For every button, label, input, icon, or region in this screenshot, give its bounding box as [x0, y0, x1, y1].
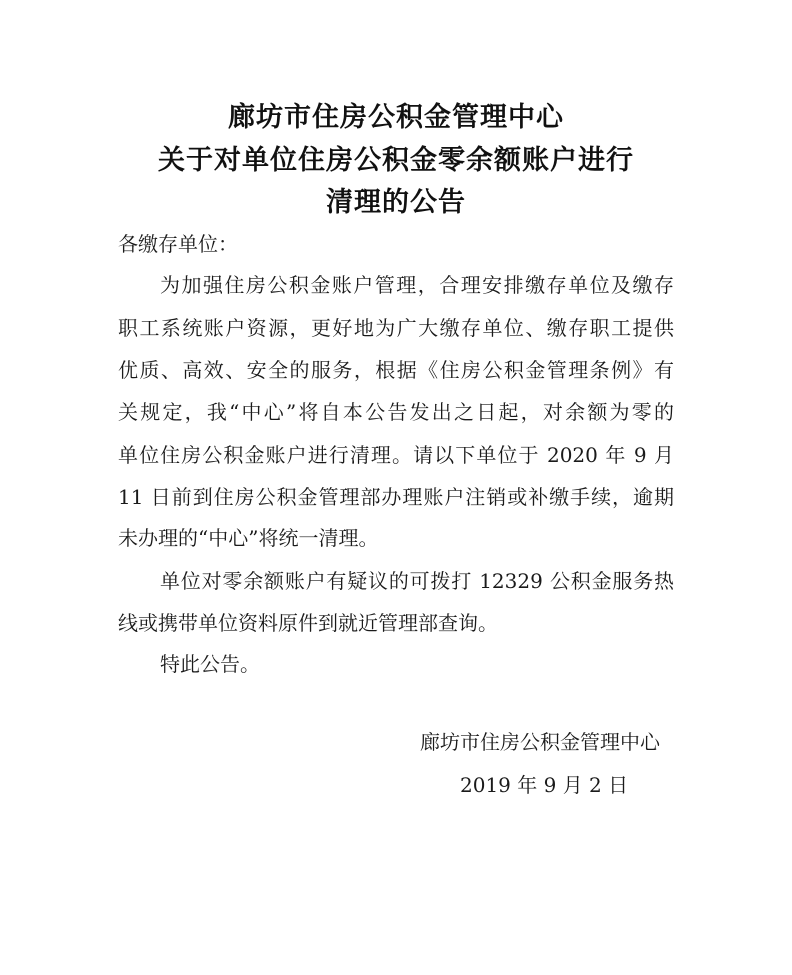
signature-org: 廊坊市住房公积金管理中心 — [420, 730, 660, 754]
title-line-2: 关于对单位住房公积金零余额账户进行 — [158, 145, 634, 176]
signature-date: 2019 年 9 月 2 日 — [460, 773, 629, 797]
title-line-1: 廊坊市住房公积金管理中心 — [228, 102, 564, 133]
paragraph-line: 关规定，我“中心”将自本公告发出之日起，对余额为零的 — [118, 400, 674, 424]
salutation: 各缴存单位： — [118, 232, 238, 256]
paragraph-line: 职工系统账户资源，更好地为广大缴存单位、缴存职工提供 — [118, 316, 674, 340]
paragraph-line: 为加强住房公积金账户管理，合理安排缴存单位及缴存 — [160, 273, 674, 297]
paragraph-line: 11 日前到住房公积金管理部办理账户注销或补缴手续，逾期 — [118, 485, 674, 509]
title-line-3: 清理的公告 — [326, 187, 466, 218]
paragraph-line: 优质、高效、安全的服务，根据《住房公积金管理条例》有 — [118, 358, 674, 382]
closing-text: 特此公告。 — [160, 652, 260, 676]
paragraph-line: 单位对零余额账户有疑议的可拨打 12329 公积金服务热 — [160, 569, 674, 593]
paragraph-line: 线或携带单位资料原件到就近管理部查询。 — [118, 611, 498, 635]
paragraph-line: 单位住房公积金账户进行清理。请以下单位于 2020 年 9 月 — [118, 443, 674, 467]
paragraph-line: 未办理的“中心”将统一清理。 — [118, 526, 379, 550]
